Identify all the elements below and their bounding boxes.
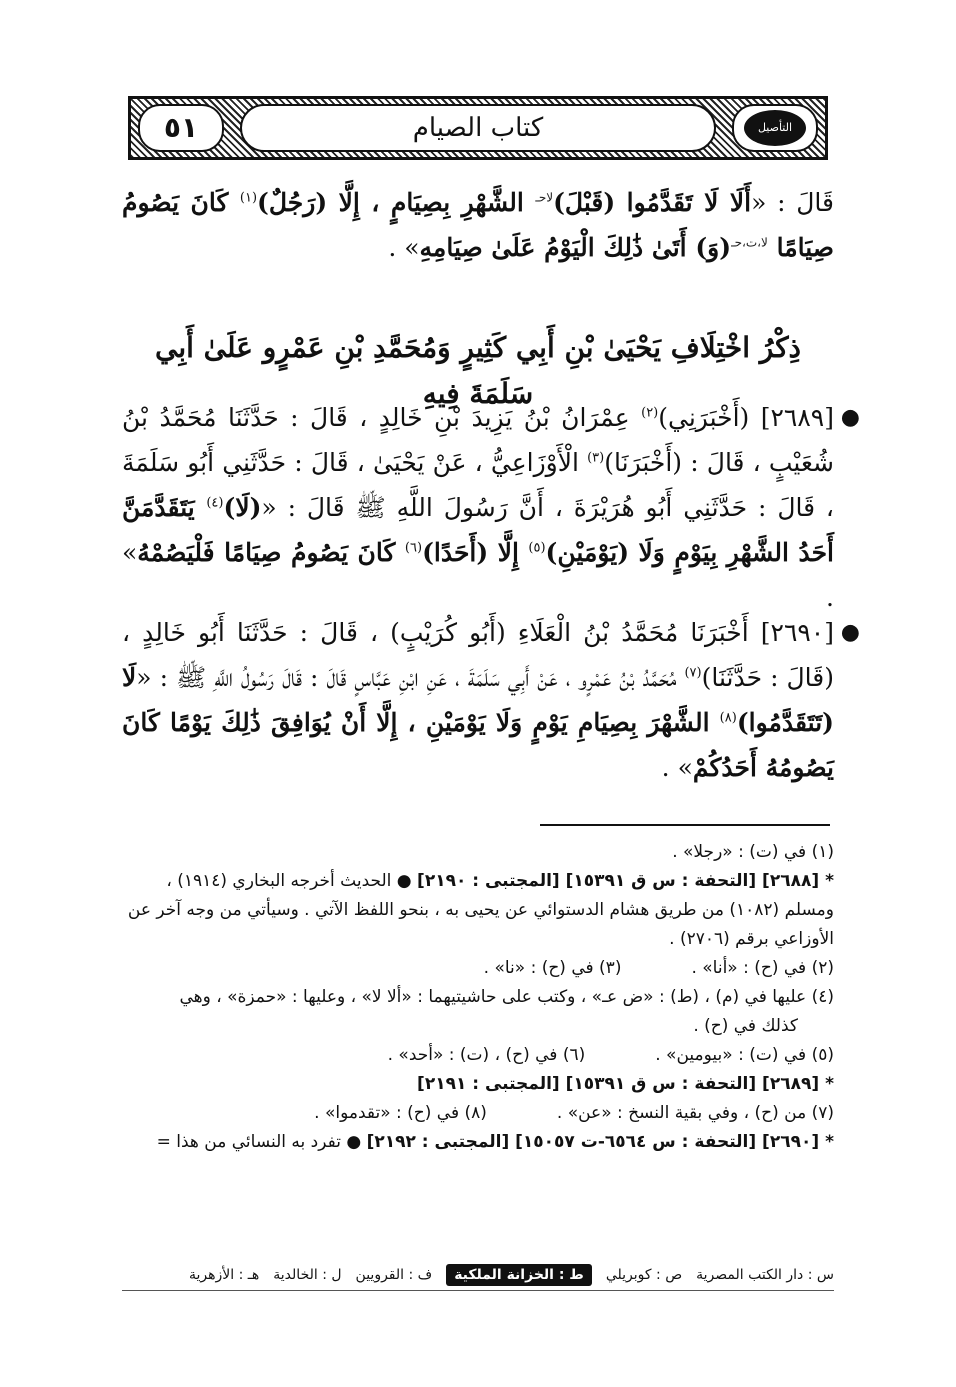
- footnote-divider: [540, 824, 830, 826]
- legend-item-lam: ل : الخالدية: [273, 1267, 342, 1283]
- hadith-text: (وَ) أَتَىٰ ذَٰلِكَ الْيَوْمُ عَلَىٰ صِيَامِهِ: [419, 233, 732, 262]
- matn-text: (لَا): [223, 493, 262, 522]
- star-icon: *: [825, 1074, 834, 1094]
- page-header: [128, 96, 828, 160]
- matn-end: » .: [122, 538, 834, 612]
- book-title: كتاب الصيام: [412, 113, 544, 143]
- hadith-2690: [122, 610, 860, 790]
- footnote-4-cont: كذلك في (ح) .: [693, 1016, 798, 1036]
- takhrij-note: ● الحديث أخرجه البخاري (١٩١٤) ، ومسلم (١٠٨٢) من طريق هشام الدستوائي عن يحيى به ، بنحو اللفظ الآتي . وسيأتي من وجه آخر عن الأوزاعي برقم (٢٧٠٦) .: [127, 871, 834, 949]
- matn-text: يَتَقَدَّمَنَّ أَحَدُ الشَّهْرِ بِيَوْمٍ وَلَا (يَوْمَيْنِ): [122, 493, 834, 567]
- isnad-text: عِمْرَانُ بْنُ يَزِيدَ بْنِ خَالِدٍ ، قَالَ : حَدَّثَنَا مُحَمَّدُ بْنُ شُعَيْبٍ ، قَالَ : (أَخْبَرَنَا): [122, 403, 834, 477]
- continuation-prefix: قَالَ : «: [751, 188, 834, 217]
- hadith-2689: [122, 395, 860, 620]
- footnote-row: [122, 1041, 834, 1070]
- takhrij-2688: [122, 867, 834, 954]
- isnad-text: [٢٦٩٠] أَخْبَرَنَا مُحَمَّدُ بْنُ الْعَلَاءِ (أَبُو كُرَيْبٍ) ، قَالَ : حَدَّثَنَا أَبُو خَالِدٍ ، (قَالَ : حَدَّثَنَا): [122, 618, 834, 692]
- footnote-ref[interactable]: (٨): [719, 710, 737, 726]
- variant-mark: لاحـ: [535, 190, 554, 205]
- isnad-text: مُحَمَّدُ بْنُ عَمْرٍو ، عَنْ أَبِي سَلَمَةَ ، عَنِ ابْنِ عَبَّاسٍ قَالَ : قَالَ رَسُولُ اللَّهِ ﷺ : «: [136, 663, 685, 692]
- footnote-ref[interactable]: (٧): [684, 665, 702, 681]
- legend-item-ta-highlighted: ط : الخزانة الملكية: [446, 1264, 592, 1286]
- matn-end: » .: [661, 753, 693, 782]
- footnote-1: (١) في (ت) : «رجلا» .: [672, 842, 834, 862]
- takhrij-refs: [٢٦٩٠] [التحفة : س ٦٥٦٤-ت ١٥٠٥٧] [المجتبى : ٢١٩٢]: [366, 1132, 820, 1152]
- footnote-ref[interactable]: (١): [239, 190, 258, 206]
- matn-text: كَانَ يَصُومُ صِيَامًا فَلْيَصُمْهُ: [137, 538, 405, 567]
- hadith-text: أَلَا لَا تَقَدَّمُوا (قَبْلَ): [553, 188, 752, 217]
- isnad-text: [٢٦٨٩] (أَخْبَرَنِي): [658, 403, 834, 432]
- matn-text: إِلَّا (أَحَدًا): [422, 538, 529, 567]
- takhrij-2690: [122, 1128, 834, 1157]
- star-icon: *: [825, 871, 834, 891]
- footnotes: [122, 838, 834, 1157]
- footnote-row: [122, 1099, 834, 1128]
- footer-rule: [122, 1290, 834, 1291]
- takhrij-2689: [122, 1070, 834, 1099]
- footnote-2: (٢) في (ح) : «أنا» .: [691, 958, 834, 978]
- bullet-icon: ●: [840, 405, 860, 430]
- matn-text: الشَّهْرَ بِصِيَامِ يَوْمٍ وَلَا يَوْمَيْنِ ، إِلَّا أَنْ يُوَافِقَ ذَٰلِكَ يَوْمًا كَانَ يَصُومُهُ أَحَدُكُمْ: [122, 708, 834, 782]
- page-number: ٥١: [163, 111, 199, 144]
- footnote-6: (٦) في (ح) ، (ت) : «أحد» .: [387, 1045, 586, 1065]
- chapter-heading: ذِكْرُ اخْتِلَافِ يَحْيَىٰ بْنِ أَبِي كَثِيرٍ وَمُحَمَّدِ بْنِ عَمْرٍو عَلَىٰ أَبِي سَلَمَةَ فِيهِ: [154, 331, 802, 410]
- publisher-logo-text: التأصيل: [757, 121, 793, 134]
- takhrij-refs: [٢٦٨٩] [التحفة : س ق ١٥٣٩١] [المجتبى : ٢١٩١]: [417, 1074, 820, 1094]
- variant-mark: لا،ت،حـ: [731, 235, 768, 250]
- continuation-suffix: » .: [388, 233, 420, 262]
- footnote-row: [122, 954, 834, 983]
- takhrij-refs: [٢٦٨٨] [التحفة : س ق ١٥٣٩١] [المجتبى : ٢١٩٠]: [417, 871, 820, 891]
- footnote-8: (٨) في (ح) : «تقدموا» .: [314, 1103, 487, 1123]
- footnote-ref[interactable]: (٥): [528, 540, 546, 556]
- footnote-5: (٥) في (ت) : «بيومين» .: [655, 1045, 834, 1065]
- footnote-3: (٣) في (ح) : «نا» .: [483, 958, 622, 978]
- legend-item-s: س : دار الكتب المصرية: [696, 1267, 834, 1283]
- footnote-ref[interactable]: (٤): [206, 495, 224, 511]
- manuscript-legend: [122, 1260, 834, 1290]
- footnote-7: (٧) من (ح) ، وفي بقية النسخ : «عن» .: [556, 1103, 834, 1123]
- takhrij-note: ● تفرد به النسائي من هذا =: [156, 1132, 367, 1152]
- legend-item-fa: ف : القرويين: [355, 1267, 433, 1283]
- hadith-text: الشَّهْرِ بِصِيَامٍ ، إِلَّا (رَجُلٌ): [257, 188, 536, 217]
- continuation-paragraph: [122, 180, 834, 270]
- legend-item-ha: هـ : الأزهرية: [189, 1267, 260, 1283]
- hadith-text: كَانَ يَصُومُ صِيَامًا: [122, 188, 834, 262]
- star-icon: *: [825, 1132, 834, 1152]
- footnote-ref[interactable]: (٢): [641, 405, 659, 421]
- matn-text: لَا (تَتَقَدَّمُوا): [122, 663, 834, 737]
- legend-item-sad: ص : كوبريلي: [605, 1267, 683, 1283]
- isnad-text: الْأَوْزَاعِيُّ ، عَنْ يَحْيَىٰ ، قَالَ : حَدَّثَنِي أَبُو سَلَمَةَ ، قَالَ : حَدَّثَنِي أَبُو هُرَيْرَةَ ، أَنَّ رَسُولَ اللَّهِ ﷺ قَالَ : «: [122, 448, 834, 522]
- footnote-ref[interactable]: (٣): [587, 450, 605, 466]
- footnote-4: (٤) عليها في (م) ، (ط) : «ض عـ» ، وكتب على حاشيتيهما : «ألا لا» ، وعليها : «حمزة» ، وهي: [179, 987, 834, 1007]
- bullet-icon: ●: [840, 620, 860, 645]
- footnote-ref[interactable]: (٦): [404, 540, 423, 556]
